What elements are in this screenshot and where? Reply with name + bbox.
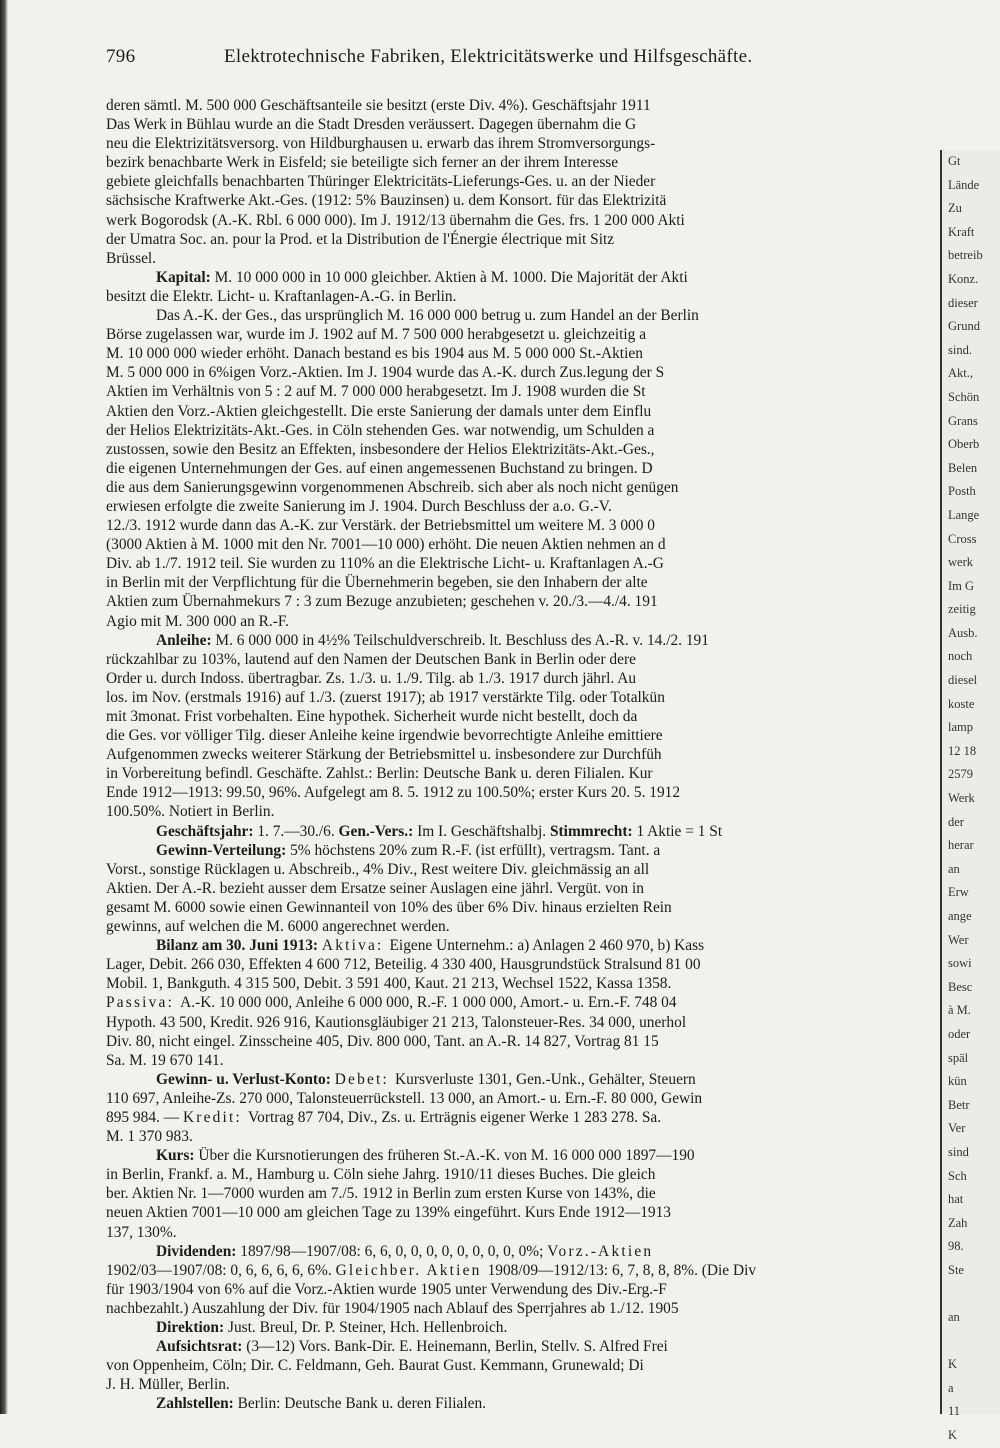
line-text: Eigene Unternehm.: a) Anlagen 2 460 970, b) Kass	[389, 937, 705, 955]
line-text: Just. Breul, Dr. P. Steiner, Hch. Hellenbroich.	[227, 1319, 508, 1336]
facing-page-fragment: Wer	[948, 932, 969, 947]
text-line	[106, 1146, 914, 1165]
text-line	[106, 1108, 914, 1127]
facing-page-fragment: Sch	[948, 1168, 967, 1183]
facing-page-fragment: an	[948, 1310, 960, 1325]
facing-page-fragment: Zah	[948, 1215, 968, 1230]
line-text: Vorst., sonstige Rücklagen u. Abschreib., 4% Div., Rest weitere Div. gleichmässig an all	[106, 860, 650, 878]
line-text: in Vorbereitung befindl. Geschäfte. Zahlst.: Berlin: Deutsche Bank u. deren Filialen. Kur	[106, 765, 653, 783]
text-line	[106, 974, 914, 993]
line-text: in Berlin, Frankf. a. M., Hamburg u. Cöln siehe Jahrg. 1910/11 dieses Buches. Die gleich	[106, 1166, 656, 1184]
text-line	[106, 592, 914, 611]
facing-page-fragment	[942, 1330, 1000, 1354]
spaced-term: Passiva:	[106, 994, 181, 1012]
text-line	[106, 573, 914, 592]
section-label: Kapital:	[156, 268, 215, 286]
text-line	[106, 554, 914, 573]
line-text: M. 1 370 983.	[106, 1128, 193, 1146]
text-line	[106, 1280, 914, 1299]
running-head	[106, 40, 914, 74]
line-text: 12./3. 1912 wurde dann das A.-K. zur Verstärk. der Betriebsmittel um weitere M. 3 000 0	[106, 517, 655, 535]
text-line	[106, 917, 914, 936]
spaced-term: Vorz.-Aktien	[547, 1242, 654, 1260]
text-line	[106, 1261, 914, 1280]
line-text: der Helios Elektrizitäts-Akt.-Ges. in Cöln stehenden Ges. war notwendig, um Schulden a	[106, 421, 655, 439]
line-text: Brüssel.	[106, 249, 157, 267]
facing-page-fragment: 98.	[948, 1239, 964, 1254]
line-text: M. 10 000 000 wieder erhöht. Danach bestand es bis 1904 aus M. 5 000 000 St.-Aktien	[106, 345, 643, 363]
text-line	[106, 1184, 914, 1203]
scan-edge-left	[0, 0, 8, 1414]
line-text: für 1903/1904 von 6% auf die Vorz.-Aktien wurde 1905 unter Verwendung des Div.-Erg.-F	[106, 1280, 667, 1298]
facing-page-fragment: Ste	[948, 1262, 964, 1277]
line-text: werk Bogorodsk (A.-K. Rbl. 6 000 000). Im J. 1912/13 übernahm die Ges. frs. 1 200 000 Akti	[106, 211, 685, 229]
line-text: Aktien. Der A.-R. bezieht ausser dem Ersatze seiner Auslagen eine jährl. Vergüt. von in	[106, 879, 644, 897]
text-line	[106, 363, 914, 382]
text-line	[106, 1337, 914, 1356]
text-line	[106, 230, 914, 249]
section-label: Aufsichtsrat:	[156, 1338, 247, 1356]
line-text: 1. 7.—30./6.	[257, 822, 339, 840]
line-text: Berlin: Deutsche Bank u. deren Filialen.	[237, 1395, 486, 1413]
line-text: M. 5 000 000 in 6%igen Vorz.-Aktien. Im J. 1904 wurde das A.-K. durch Zus.legung der S	[106, 364, 665, 382]
line-text: erwiesen erfolgte die zweite Sanierung im J. 1904. Durch Beschluss der a.o. G.-V.	[106, 497, 612, 515]
facing-page-fragment: Oberb	[948, 437, 980, 452]
facing-page-fragment	[942, 1283, 1000, 1307]
facing-page-fragment: Erw	[948, 885, 969, 900]
text-line	[106, 955, 914, 974]
line-text: 1897/98—1907/08: 6, 6, 0, 0, 0, 0, 0, 0, 0, 0, 0%;	[240, 1242, 548, 1260]
text-line	[106, 1394, 914, 1413]
section-label: Gen.-Vers.:	[338, 822, 418, 840]
facing-page-fragment: sind.	[948, 342, 972, 357]
facing-page-fragment: Im G	[948, 578, 975, 593]
text-line	[106, 325, 914, 344]
facing-page-fragment: Akt.,	[948, 366, 973, 381]
line-text: Ende 1912—1913: 99.50, 96%. Aufgelegt am 8. 5. 1912 zu 100.50%; erster Kurs 20. 5. 1912	[106, 784, 681, 802]
line-text: 895 984. —	[106, 1108, 183, 1126]
page-number: 796	[106, 46, 136, 67]
line-text: Aktien den Vorz.-Aktien gleichgestellt. Die erste Sanierung der damals unter dem Einflu	[106, 402, 652, 420]
line-text: Aufgenommen zwecks weiterer Stärkung der Betriebsmittel u. insbesondere zur Durchfüh	[106, 746, 662, 764]
text-line	[106, 96, 914, 115]
text-line	[106, 497, 914, 516]
line-text: gewinns, auf welchen die M. 6000 angerechnet werden.	[106, 918, 450, 936]
facing-page-fragment: Konz.	[948, 271, 979, 286]
section-label: Stimmrecht:	[549, 822, 637, 840]
text-line	[106, 1299, 914, 1318]
facing-page-fragment: oder	[948, 1026, 971, 1041]
facing-page-fragment: ange	[948, 909, 972, 923]
line-text: gesamt M. 6000 sowie einen Gewinnanteil von 10% des über 6% Div. hinaus erzielten Rein	[106, 898, 672, 916]
spaced-term: Kredit:	[182, 1108, 248, 1126]
line-text: die aus dem Sanierungsgewinn vorgenommenen Abschreib. sich aber als noch nicht genügen	[106, 478, 679, 496]
facing-page-fragment: an	[948, 861, 960, 876]
line-text: 100.50%. Notiert in Berlin.	[106, 803, 275, 821]
line-text: mit 3monat. Frist vorbehalten. Eine hypothek. Sicherheit wurde nicht bestellt, doch da	[106, 708, 638, 725]
book-page	[106, 40, 914, 1413]
spaced-term: Debet:	[334, 1070, 396, 1088]
section-label: Gewinn-Verteilung:	[156, 841, 291, 859]
text-line	[106, 1070, 914, 1089]
facing-page-fragment: diesel	[948, 673, 978, 688]
spaced-term: Aktiva:	[321, 937, 390, 955]
text-line	[106, 344, 914, 363]
facing-page-fragment: a	[948, 1380, 954, 1395]
line-text: J. H. Müller, Berlin.	[106, 1376, 230, 1394]
line-text: Das A.-K. der Ges., das ursprünglich M. 16 000 000 betrug u. zum Handel an der Berlin	[156, 307, 699, 325]
facing-page-fragment: kün	[948, 1074, 967, 1089]
line-text: 110 697, Anleihe-Zs. 270 000, Talonsteuerrückstell. 13 000, an Amort.- u. Ern.-F. 80 000, Gewin	[106, 1089, 703, 1107]
facing-page-fragment: dieser	[948, 295, 978, 310]
text-line	[106, 1375, 914, 1394]
line-text: ber. Aktien Nr. 1—7000 wurden am 7./5. 1912 in Berlin zum ersten Kurse von 143%, die	[106, 1185, 656, 1203]
facing-page-fragment: herar	[948, 838, 974, 853]
facing-page-fragment: sowi	[948, 956, 972, 971]
line-text: 1908/09—1912/13: 6, 7, 8, 8, 8%. (Die Div	[487, 1261, 757, 1279]
facing-page-fragment: 12 18	[948, 743, 977, 758]
text-line	[106, 115, 914, 134]
text-line	[106, 172, 914, 191]
text-line	[106, 382, 914, 401]
text-line	[106, 1203, 914, 1222]
text-line	[106, 1165, 914, 1184]
section-label: Kurs:	[156, 1147, 199, 1165]
facing-page-fragment: Cross	[948, 531, 977, 546]
facing-page-fragment: Ausb.	[948, 625, 978, 640]
text-line	[106, 841, 914, 860]
text-line	[106, 726, 914, 745]
line-text: neu die Elektrizitätsversorg. von Hildburghausen u. erwarb das ihrem Stromversorgungs-	[106, 135, 656, 153]
line-text: Vortrag 87 704, Div., Zs. u. Erträgnis eigener Werke 1 283 278. Sa.	[248, 1108, 662, 1126]
facing-page-fragment: Kraft	[948, 224, 975, 239]
facing-page-fragment: K	[948, 1357, 958, 1372]
line-text: Über die Kursnotierungen des früheren St.-A.-K. von M. 16 000 000 1897—190	[198, 1147, 695, 1165]
facing-page-fragment: Zu	[948, 201, 962, 216]
section-label: Gewinn- u. Verlust-Konto:	[156, 1070, 335, 1088]
line-text: Aktien im Verhältnis von 5 : 2 auf M. 7 000 000 herabgesetzt. Im J. 1908 wurden die St	[106, 383, 646, 401]
text-line	[106, 153, 914, 172]
line-text: besitzt die Elektr. Licht- u. Kraftanlagen-A.-G. in Berlin.	[106, 287, 457, 305]
facing-page-fragment: Grans	[948, 413, 978, 428]
line-text: Das Werk in Bühlau wurde an die Stadt Dresden veräussert. Dagegen übernahm die G	[106, 116, 637, 134]
facing-page-fragment: werk	[948, 555, 973, 570]
facing-page-fragment: zeitig	[948, 602, 976, 617]
facing-page-fragment: Gt	[948, 154, 961, 168]
line-text: Aktien zum Übernahmekurs 7 : 3 zum Bezuge anzubieten; geschehen v. 20./3.—4./4. 191	[106, 593, 658, 611]
line-text: Kursverluste 1301, Gen.-Unk., Gehälter, Steuern	[395, 1070, 696, 1088]
facing-page-fragment: koste	[948, 696, 975, 711]
text-line	[106, 669, 914, 688]
section-label: Direktion:	[156, 1319, 228, 1336]
text-line	[106, 898, 914, 917]
text-line	[106, 860, 914, 879]
text-line	[106, 1318, 914, 1337]
line-text: Agio mit M. 300 000 an R.-F.	[106, 612, 290, 630]
text-line	[106, 306, 914, 325]
facing-page-fragment: Schön	[948, 389, 980, 404]
text-line	[106, 249, 914, 268]
line-text: Div. ab 1./7. 1912 teil. Sie wurden zu 110% an die Elektrische Licht- u. Kraftanlagen A.-G	[106, 555, 664, 573]
line-text: von Oppenheim, Cöln; Dir. C. Feldmann, Geh. Baurat Gust. Kemmann, Grunewald; Di	[106, 1357, 644, 1375]
line-text: M. 10 000 000 in 10 000 gleichber. Aktien à M. 1000. Die Majorität der Akti	[214, 268, 688, 286]
line-text: 1902/03—1907/08: 0, 6, 6, 6, 6, 6%.	[106, 1261, 336, 1279]
line-text: Sa. M. 19 670 141.	[106, 1051, 224, 1069]
text-line	[106, 1013, 914, 1032]
facing-page-fragment: Belen	[948, 460, 978, 475]
line-text: Im I. Geschäftshalbj.	[417, 822, 550, 840]
text-line	[106, 535, 914, 554]
facing-page-fragment: K	[948, 1428, 958, 1443]
facing-page-fragment: 11	[948, 1404, 961, 1419]
line-text: zustossen, sowie den Besitz an Effekten, insbesondere der Helios Elektrizitäts-Akt.-Ges.,	[106, 440, 655, 458]
line-text: Div. 80, nicht eingel. Zinsscheine 405, Div. 800 000, Tant. an A.-R. 14 827, Vortrag 81 15	[106, 1032, 659, 1050]
facing-page-fragment: Lange	[948, 507, 980, 522]
line-text: M. 6 000 000 in 4½% Teilschuldverschreib. lt. Beschluss des A.-R. v. 14./2. 191	[215, 631, 709, 649]
facing-page-fragment: à M.	[948, 1003, 971, 1018]
line-text: der Umatra Soc. an. pour la Prod. et la Distribution de l'Énergie électrique mit Sitz	[106, 230, 615, 248]
line-text: rückzahlbar zu 103%, lautend auf den Namen der Deutschen Bank in Berlin oder dere	[106, 650, 636, 668]
line-text: deren sämtl. M. 500 000 Geschäftsanteile sie besitzt (erste Div. 4%). Geschäftsjahr 1911	[106, 97, 651, 114]
line-text: Hypoth. 43 500, Kredit. 926 916, Kautionsgläubiger 21 213, Talonsteuer-Res. 34 000, unerhol	[106, 1013, 687, 1031]
text-line	[106, 650, 914, 669]
line-text: 137, 130%.	[106, 1223, 177, 1241]
line-text: los. im Nov. (erstmals 1916) auf 1./3. (zuerst 1917); ab 1917 verstärkte Tilg. oder Totalkün	[106, 688, 665, 706]
line-text: gebiete gleichfalls benachbarten Thüringer Elektricitäts-Lieferungs-Ges. u. an der Nieder	[106, 173, 656, 191]
text-line	[106, 802, 914, 821]
line-text: die Ges. vor völliger Tilg. dieser Anleihe keine irgendwie bevorrechtigte Anleihe emittiere	[106, 727, 663, 745]
text-line	[106, 1242, 914, 1261]
text-line	[106, 516, 914, 535]
text-line	[106, 783, 914, 802]
text-line	[106, 211, 914, 230]
facing-page-fragment: hat	[948, 1192, 964, 1207]
text-line	[106, 745, 914, 764]
text-line	[106, 707, 914, 726]
line-text: Order u. durch Indoss. übertragbar. Zs. 1./3. u. 1./9. Tilg. ab 1./3. 1917 durch jährl. Au	[106, 669, 637, 687]
line-text: neuen Aktien 7001—10 000 am gleichen Tage zu 139% eingeführt. Kurs Ende 1912—1913	[106, 1204, 671, 1222]
section-label: Zahlstellen:	[156, 1395, 238, 1413]
running-title: Elektrotechnische Fabriken, Elektricitätswerke und Hilfsgeschäfte.	[224, 46, 753, 67]
facing-page-fragment: Posth	[948, 484, 976, 499]
line-text: bezirk benachbarte Werk in Eisfeld; sie beteiligte sich ferner an der ihrem Interesse	[106, 154, 619, 172]
text-line	[106, 478, 914, 497]
line-text: 1 Aktie = 1 St	[636, 822, 723, 840]
text-line	[106, 764, 914, 783]
facing-page-fragment: betreib	[948, 248, 983, 263]
text-line	[106, 612, 914, 631]
text-line	[106, 1223, 914, 1242]
line-text: (3000 Aktien à M. 1000 mit den Nr. 7001—10 000) erhöht. Die neuen Aktien nehmen an d	[106, 536, 666, 554]
line-text: die eigenen Unternehmungen der Ges. auf einen angemessenen Buchstand zu bringen. D	[106, 459, 653, 477]
section-label: Bilanz am 30. Juni 1913:	[156, 937, 322, 955]
line-text: Börse zugelassen war, wurde im J. 1902 auf M. 7 500 000 herabgesetzt u. gleichzeitig a	[106, 326, 647, 344]
line-text: 5% höchstens 20% zum R.-F. (ist erfüllt), vertragsm. Tant. a	[290, 841, 661, 859]
entry-text	[106, 96, 914, 1413]
facing-page-fragment: 2579	[948, 767, 973, 782]
section-label: Dividenden:	[156, 1242, 241, 1260]
line-text: A.-K. 10 000 000, Anleihe 6 000 000, R.-F. 1 000 000, Amort.- u. Ern.-F. 748 04	[180, 994, 677, 1012]
text-line	[106, 421, 914, 440]
line-text: Lager, Debit. 266 030, Effekten 4 600 712, Beteilig. 4 330 400, Hausgrundstück Stralsund 81 00	[106, 956, 701, 974]
text-line	[106, 1127, 914, 1146]
text-line	[106, 1356, 914, 1375]
line-text: nachbezahlt.) Auszahlung der Div. für 1904/1905 nach Ablauf des Sperrjahres ab 1./12. 1905	[106, 1299, 679, 1317]
text-line	[106, 287, 914, 306]
text-line	[106, 459, 914, 478]
facing-page-fragment: sind	[948, 1144, 969, 1159]
facing-page-fragment: späl	[948, 1050, 969, 1065]
facing-page-fragment: Lände	[948, 177, 980, 192]
facing-page-edge	[940, 150, 1000, 1443]
facing-page-fragment: Ver	[948, 1121, 966, 1136]
text-line	[106, 402, 914, 421]
text-line	[106, 936, 914, 955]
facing-page-fragment: Betr	[948, 1097, 970, 1112]
text-line	[106, 1089, 914, 1108]
spaced-term: Gleichber. Aktien	[335, 1261, 488, 1279]
text-line	[106, 134, 914, 153]
text-line	[106, 191, 914, 210]
facing-page-fragment: lamp	[948, 720, 973, 735]
text-line	[106, 440, 914, 459]
text-line	[106, 688, 914, 707]
text-line	[106, 1051, 914, 1070]
text-line	[106, 268, 914, 287]
facing-page-fragment: Werk	[948, 791, 975, 806]
section-label: Anleihe:	[156, 631, 216, 649]
text-line	[106, 993, 914, 1012]
section-label: Geschäftsjahr:	[156, 822, 258, 840]
facing-page-fragment: der	[948, 814, 964, 829]
line-text: (3—12) Vors. Bank-Dir. E. Heinemann, Berlin, Stellv. S. Alfred Frei	[246, 1338, 668, 1356]
text-line	[106, 1032, 914, 1051]
facing-page-fragment: Grund	[948, 319, 980, 334]
line-text: in Berlin mit der Verpflichtung für die Übernehmerin begeben, sie den Inhabern der alte	[106, 574, 648, 592]
text-line	[106, 879, 914, 898]
line-text: Mobil. 1, Bankguth. 4 315 500, Debit. 3 591 400, Kaut. 21 213, Wechsel 1522, Kassa 1358.	[106, 975, 672, 993]
text-line	[106, 631, 914, 650]
facing-page-fragment: noch	[948, 649, 973, 664]
line-text: sächsische Kraftwerke Akt.-Ges. (1912: 5% Bauzinsen) u. dem Konsort. für das Elektrizitä	[106, 192, 667, 210]
text-line	[106, 822, 914, 841]
facing-page-fragment: Besc	[948, 979, 973, 994]
